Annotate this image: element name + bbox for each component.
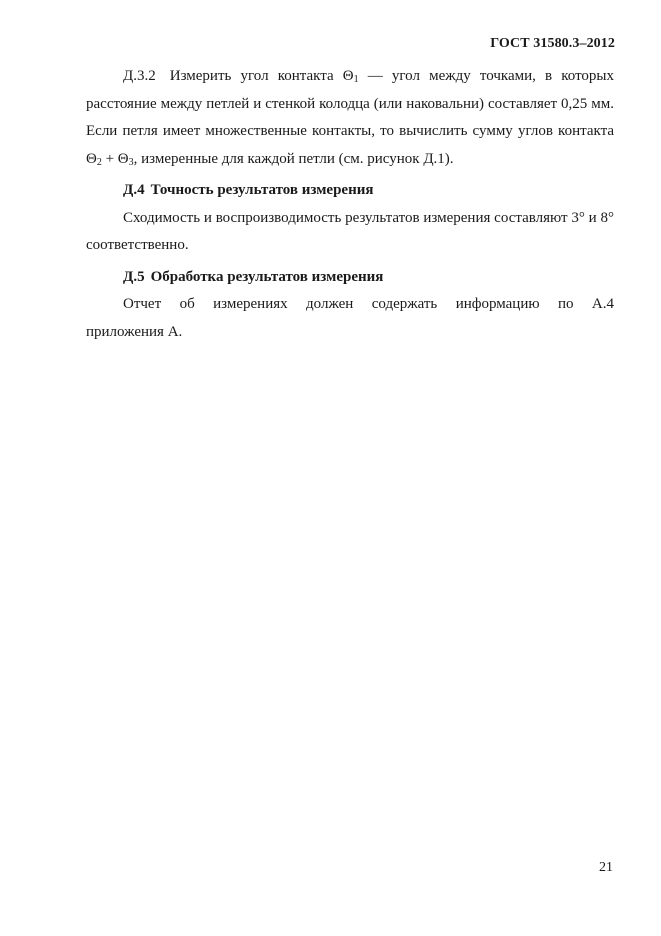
page-content	[86, 63, 614, 346]
heading-number-d4: Д.4	[123, 182, 145, 198]
clause-number-d3-2: Д.3.2	[123, 68, 156, 84]
heading-number-d5: Д.5	[123, 268, 145, 285]
clause-text-part-c: + Θ	[101, 150, 129, 167]
paragraph-d5-line1: Отчет об измерениях должен содержать информацию по А.4	[123, 296, 614, 312]
heading-title-d5: Обработка результатов измерения	[150, 268, 384, 285]
subscript-2: 2	[96, 156, 102, 168]
heading-title-d4: Точность результатов измерения	[150, 182, 374, 198]
clause-text-part-d: , измеренные для каждой петли (см. рисунок Д.1).	[133, 150, 454, 167]
clause-text-part-b: — угол между точками, в которых расстояние между петлей и стенкой колодца (или наковальни) составляет 0,25 мм. Если петля имеет множественные контакты, то вычислить сумму углов контакта Θ	[86, 68, 615, 167]
paragraph-d5-line2: приложения А.	[86, 323, 183, 340]
heading-d4	[86, 177, 614, 205]
paragraph-d3-2	[86, 63, 614, 173]
subscript-3: 3	[128, 156, 134, 168]
heading-d5	[86, 264, 614, 292]
subscript-1: 1	[353, 74, 359, 85]
document-header: ГОСТ 31580.3–2012	[490, 36, 615, 51]
clause-text-part-a: Измерить угол контакта Θ	[169, 68, 354, 84]
page-number: 21	[599, 860, 613, 875]
paragraph-d4: Сходимость и воспроизводимость результатов измерения составляют 3° и 8° соответственно.	[86, 209, 614, 253]
